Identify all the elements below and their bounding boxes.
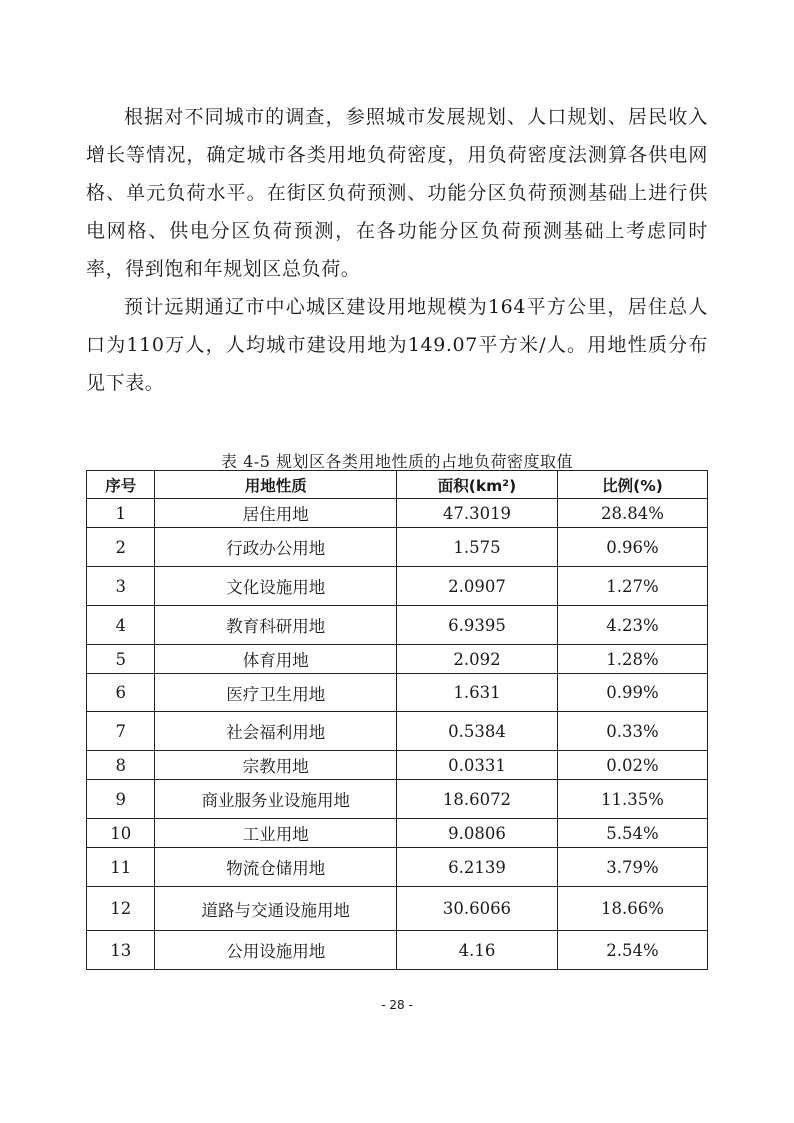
table-row xyxy=(87,499,708,528)
cell-type: 行政办公用地 xyxy=(155,528,397,567)
cell-no: 1 xyxy=(87,499,155,528)
cell-area: 0.5384 xyxy=(396,712,557,751)
header-area: 面积(km²) xyxy=(396,471,557,499)
cell-type: 居住用地 xyxy=(155,499,397,528)
table-row xyxy=(87,780,708,819)
table-row xyxy=(87,887,708,931)
cell-area: 0.0331 xyxy=(396,751,557,780)
cell-ratio: 0.96% xyxy=(557,528,707,567)
cell-area: 18.6072 xyxy=(396,780,557,819)
cell-type: 工业用地 xyxy=(155,819,397,848)
cell-type: 道路与交通设施用地 xyxy=(155,887,397,931)
cell-ratio: 1.27% xyxy=(557,567,707,606)
cell-area: 9.0806 xyxy=(396,819,557,848)
cell-area: 2.0907 xyxy=(396,567,557,606)
cell-area: 2.092 xyxy=(396,645,557,674)
cell-ratio: 2.54% xyxy=(557,931,707,970)
cell-ratio: 0.99% xyxy=(557,674,707,712)
cell-type: 宗教用地 xyxy=(155,751,397,780)
cell-no: 6 xyxy=(87,674,155,712)
table-header-row xyxy=(87,471,708,499)
table-row xyxy=(87,528,708,567)
cell-ratio: 18.66% xyxy=(557,887,707,931)
cell-area: 1.631 xyxy=(396,674,557,712)
cell-ratio: 11.35% xyxy=(557,780,707,819)
cell-no: 2 xyxy=(87,528,155,567)
cell-ratio: 5.54% xyxy=(557,819,707,848)
body-text xyxy=(86,98,708,402)
table-row xyxy=(87,645,708,674)
cell-ratio: 28.84% xyxy=(557,499,707,528)
cell-type: 教育科研用地 xyxy=(155,606,397,645)
header-no: 序号 xyxy=(87,471,155,499)
table-row xyxy=(87,848,708,887)
table-row xyxy=(87,712,708,751)
cell-no: 12 xyxy=(87,887,155,931)
cell-ratio: 0.02% xyxy=(557,751,707,780)
header-ratio: 比例(%) xyxy=(557,471,707,499)
cell-no: 9 xyxy=(87,780,155,819)
paragraph-1: 根据对不同城市的调查，参照城市发展规划、人口规划、居民收入增长等情况，确定城市各类用地负荷密度，用负荷密度法测算各供电网格、单元负荷水平。在街区负荷预测、功能分区负荷预测基础上进行供电网格、供电分区负荷预测，在各功能分区负荷预测基础上考虑同时率，得到饱和年规划区总负荷。 xyxy=(86,106,708,280)
cell-type: 体育用地 xyxy=(155,645,397,674)
cell-no: 3 xyxy=(87,567,155,606)
cell-area: 1.575 xyxy=(396,528,557,567)
table-row xyxy=(87,819,708,848)
cell-no: 11 xyxy=(87,848,155,887)
table-row xyxy=(87,606,708,645)
cell-type: 商业服务业设施用地 xyxy=(155,780,397,819)
table-row xyxy=(87,674,708,712)
cell-no: 7 xyxy=(87,712,155,751)
table-row xyxy=(87,931,708,970)
cell-ratio: 3.79% xyxy=(557,848,707,887)
cell-no: 10 xyxy=(87,819,155,848)
cell-ratio: 4.23% xyxy=(557,606,707,645)
cell-ratio: 1.28% xyxy=(557,645,707,674)
table-row xyxy=(87,751,708,780)
cell-type: 公用设施用地 xyxy=(155,931,397,970)
cell-type: 物流仓储用地 xyxy=(155,848,397,887)
header-type: 用地性质 xyxy=(155,471,397,499)
table-row xyxy=(87,567,708,606)
cell-no: 5 xyxy=(87,645,155,674)
cell-area: 47.3019 xyxy=(396,499,557,528)
cell-type: 医疗卫生用地 xyxy=(155,674,397,712)
paragraph-2: 预计远期通辽市中心城区建设用地规模为164平方公里，居住总人口为110万人，人均城市建设用地为149.07平方米/人。用地性质分布见下表。 xyxy=(86,296,708,394)
cell-area: 6.2139 xyxy=(396,848,557,887)
cell-ratio: 0.33% xyxy=(557,712,707,751)
cell-type: 社会福利用地 xyxy=(155,712,397,751)
cell-type: 文化设施用地 xyxy=(155,567,397,606)
cell-no: 4 xyxy=(87,606,155,645)
page-number: - 28 - xyxy=(381,998,413,1012)
cell-no: 8 xyxy=(87,751,155,780)
cell-area: 4.16 xyxy=(396,931,557,970)
cell-no: 13 xyxy=(87,931,155,970)
cell-area: 30.6066 xyxy=(396,887,557,931)
table-caption: 表 4-5 规划区各类用地性质的占地负荷密度取值 xyxy=(221,452,573,471)
land-use-table xyxy=(86,470,708,970)
cell-area: 6.9395 xyxy=(396,606,557,645)
